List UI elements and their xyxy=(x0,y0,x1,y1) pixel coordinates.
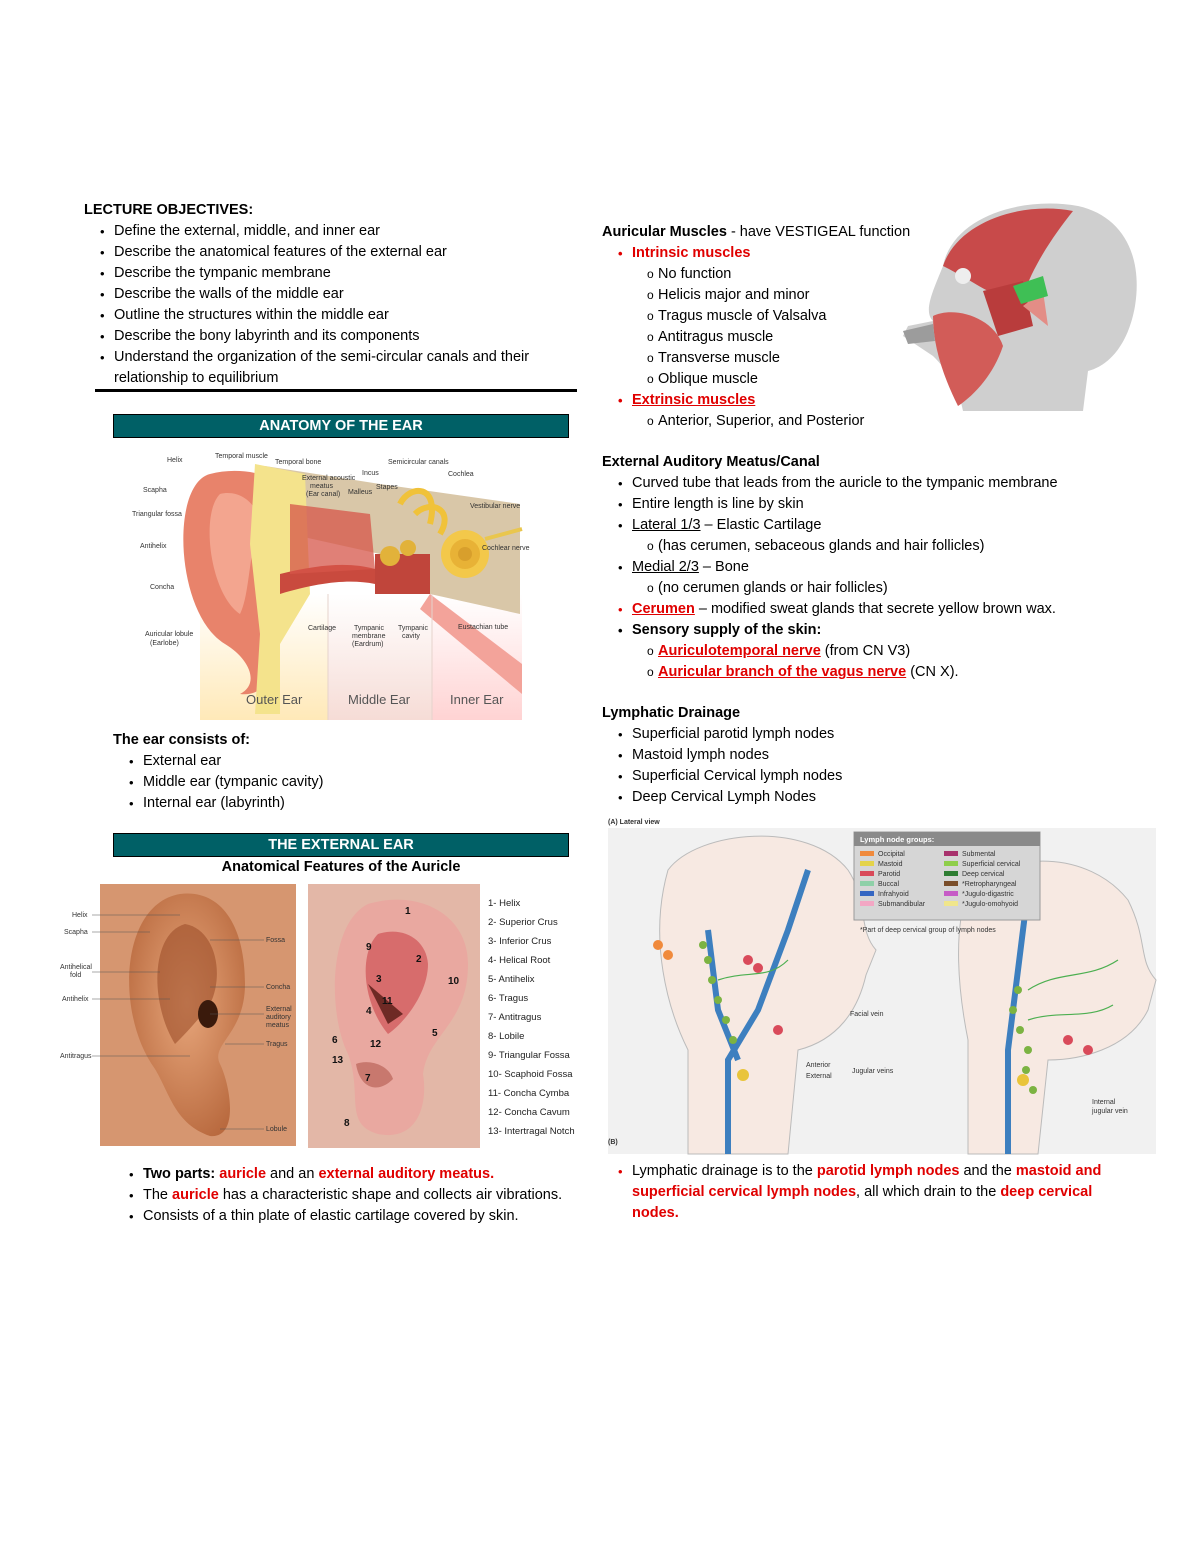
figure-label: (Ear canal) xyxy=(306,491,341,498)
list-item: • Describe the bony labyrinth and its components xyxy=(84,326,580,347)
figure-label: Antihelix xyxy=(140,543,167,550)
list-item xyxy=(602,599,1162,620)
legend-item: 9- Triangular Fossa xyxy=(488,1050,570,1061)
figure-label: Semicircular canals xyxy=(388,459,449,466)
figure-label: Cartilage xyxy=(308,625,337,632)
list-item: • Deep Cervical Lymph Nodes xyxy=(602,787,1162,808)
list-item: • Describe the anatomical features of the external ear xyxy=(84,242,580,263)
list-item: • Curved tube that leads from the auricle to the tympanic membrane xyxy=(602,473,1162,494)
legend-item: Infrahyoid xyxy=(878,891,909,898)
ear-consists-section xyxy=(113,730,563,814)
drainage-list xyxy=(602,1161,1142,1224)
body-text: – modified sweat glands that secrete yellow brown wax. xyxy=(694,601,1056,617)
figure-label: (B) xyxy=(608,1139,618,1146)
objectives-section xyxy=(84,200,580,389)
ear-anatomy-illustration xyxy=(130,444,530,720)
number-marker: 1 xyxy=(405,906,411,917)
extrinsic-list xyxy=(602,411,1162,432)
figure-label: Auricular lobule xyxy=(145,631,194,638)
list-item xyxy=(602,557,1162,578)
legend-item: Deep cervical xyxy=(962,871,1005,878)
list-item: o Transverse muscle xyxy=(602,348,1162,369)
underline-text: Medial 2/3 xyxy=(632,559,699,575)
eam-list xyxy=(602,599,1162,641)
eam-heading: External Auditory Meatus/Canal xyxy=(602,454,820,470)
nerve-sublist xyxy=(602,641,1162,683)
list-item: • External ear xyxy=(113,751,563,772)
auricle-photo-illustration xyxy=(308,884,480,1148)
emphasis-text: auricle xyxy=(219,1166,267,1182)
legend-item: 3- Inferior Crus xyxy=(488,936,552,947)
figure-label: Jugular veins xyxy=(852,1068,894,1075)
list-item xyxy=(602,1161,1142,1224)
list-item: • Superficial Cervical lymph nodes xyxy=(602,766,1162,787)
legend-item: 8- Lobile xyxy=(488,1031,525,1042)
bold-text: Auricular Muscles xyxy=(602,224,727,240)
body-text: – Bone xyxy=(698,559,749,575)
emphasis-text: Cerumen xyxy=(632,601,695,617)
list-item: • Intrinsic muscles xyxy=(602,243,1162,264)
emphasis-text: auricle xyxy=(172,1187,219,1203)
emphasis-text: parotid lymph nodes xyxy=(816,1163,960,1179)
auricle-legend xyxy=(486,896,586,1144)
list-item: • Consists of a thin plate of elastic cartilage covered by skin. xyxy=(113,1206,563,1227)
eam-sublist xyxy=(602,536,1162,557)
figure-label: Triangular fossa xyxy=(132,511,182,518)
section-divider xyxy=(95,389,577,392)
eam-list xyxy=(602,557,1162,578)
legend-item: *Retropharyngeal xyxy=(962,881,1017,888)
legend-item: *Jugulo-omohyoid xyxy=(962,901,1019,908)
list-item xyxy=(602,641,1162,662)
list-item: o Oblique muscle xyxy=(602,369,1162,390)
legend-item: Buccal xyxy=(878,881,900,888)
figure-label: Cochlea xyxy=(448,471,474,478)
figure-label: Anterior xyxy=(806,1062,831,1069)
legend-title: Lymph node groups: xyxy=(860,835,935,844)
eam-section xyxy=(602,452,1162,683)
lymph-heading: Lymphatic Drainage xyxy=(602,705,741,721)
figure-label: External acoustic xyxy=(302,475,356,482)
section-label: Outer Ear xyxy=(246,692,303,707)
legend-item: 10- Scaphoid Fossa xyxy=(488,1069,573,1080)
figure-label: Concha xyxy=(150,584,175,591)
legend-item: Occipital xyxy=(878,851,905,858)
figure-label: Temporal muscle xyxy=(215,453,268,460)
number-marker: 4 xyxy=(366,1006,372,1017)
figure-label: (Eardrum) xyxy=(352,641,384,648)
legend-item: 12- Concha Cavum xyxy=(488,1107,570,1118)
figure-label: Temporal bone xyxy=(275,459,322,466)
list-item: o Helicis major and minor xyxy=(602,285,1162,306)
auricle-label: Antihelix xyxy=(62,996,89,1003)
list-item: • Extrinsic muscles xyxy=(602,390,1162,411)
figure-label: (A) Lateral view xyxy=(608,819,660,826)
list-item xyxy=(113,1164,563,1185)
auricle-label: Concha xyxy=(266,984,291,991)
list-item: o Tragus muscle of Valsalva xyxy=(602,306,1162,327)
body-text: has a characteristic shape and collects air vibrations. xyxy=(222,1187,563,1203)
body-text: - have VESTIGEAL function xyxy=(726,224,911,240)
number-marker: 12 xyxy=(370,1039,382,1050)
legend-item: 1- Helix xyxy=(488,898,521,909)
auricle-illustration xyxy=(60,884,296,1146)
list-item: • Internal ear (labyrinth) xyxy=(113,793,563,814)
legend-item: Submental xyxy=(962,851,996,858)
figure-label: Vestibular nerve xyxy=(470,503,521,510)
number-marker: 8 xyxy=(344,1118,350,1129)
figure-label: Scapha xyxy=(143,487,167,494)
body-text: The xyxy=(143,1187,168,1203)
head-muscles-figure xyxy=(903,196,1141,414)
section-label: Inner Ear xyxy=(450,692,504,707)
lymph-list xyxy=(602,724,1162,808)
auricle-label: Scapha xyxy=(64,929,88,936)
number-marker: 9 xyxy=(366,942,372,953)
legend-item: 5- Antihelix xyxy=(488,974,535,985)
consists-list xyxy=(113,751,563,814)
list-item: o (no cerumen glands or hair follicles) xyxy=(602,578,1162,599)
auricle-numbered-photo xyxy=(308,884,480,1148)
emphasis-text: mastoid and superficial cervical lymph nodes xyxy=(632,1163,1102,1200)
list-item: • Define the external, middle, and inner ear xyxy=(84,221,580,242)
legend-item: Mastoid xyxy=(878,861,903,868)
ear-anatomy-figure xyxy=(130,444,530,720)
figure-label: Malleus xyxy=(348,489,373,496)
figure-label: Eustachian tube xyxy=(458,624,509,631)
auricle-label: Tragus xyxy=(266,1041,288,1048)
number-marker: 11 xyxy=(382,996,393,1007)
auricle-label: Helix xyxy=(72,912,88,919)
auricle-legend-list xyxy=(486,896,586,1144)
figure-label: Tympanic xyxy=(398,625,428,632)
eam-list xyxy=(602,473,1162,536)
auricle-notes xyxy=(113,1164,563,1227)
legend-item: Superficial cervical xyxy=(962,861,1021,868)
figure-label: Stapes xyxy=(376,484,398,491)
list-item: • Understand the organization of the semi-circular canals and their relationship to equilibrium xyxy=(84,347,580,389)
figure-label: External xyxy=(806,1073,832,1080)
figure-label: Cochlear nerve xyxy=(482,545,530,552)
lymph-section xyxy=(602,703,1162,808)
legend-item: 13- Intertragal Notch xyxy=(488,1126,575,1137)
emphasis-text: external auditory meatus. xyxy=(318,1166,495,1182)
objectives-list xyxy=(84,221,580,389)
figure-label: cavity xyxy=(402,633,420,640)
number-marker: 5 xyxy=(432,1028,438,1039)
figure-label: membrane xyxy=(352,633,386,640)
auricle-label: Fossa xyxy=(266,937,286,944)
emphasis-text: Auricular branch of the vagus nerve xyxy=(658,664,907,680)
list-item: • Middle ear (tympanic cavity) xyxy=(113,772,563,793)
number-marker: 13 xyxy=(332,1055,344,1066)
auricle-subheading: Anatomical Features of the Auricle xyxy=(221,859,461,875)
auricle-label: Antitragus xyxy=(60,1053,92,1060)
body-text: (from CN V3) xyxy=(820,643,911,659)
number-marker: 7 xyxy=(365,1073,371,1084)
auricle-label: Antihelical xyxy=(60,964,92,971)
anatomy-bar: ANATOMY OF THE EAR xyxy=(113,414,569,438)
list-item: • Outline the structures within the middle ear xyxy=(84,305,580,326)
list-item: • Superficial parotid lymph nodes xyxy=(602,724,1162,745)
body-text: – Elastic Cartilage xyxy=(700,517,822,533)
list-item xyxy=(602,662,1162,683)
list-item: • Mastoid lymph nodes xyxy=(602,745,1162,766)
lymph-figure xyxy=(608,810,1156,1154)
bold-text: Two parts: xyxy=(143,1166,216,1182)
objectives-heading: LECTURE OBJECTIVES: xyxy=(84,202,254,218)
external-ear-bar: THE EXTERNAL EAR xyxy=(113,833,569,857)
figure-label: Incus xyxy=(362,470,379,477)
list-item xyxy=(113,1185,563,1206)
list-item: • Sensory supply of the skin: xyxy=(602,620,1162,641)
legend-item: 2- Superior Crus xyxy=(488,917,558,928)
body-text: Lymphatic drainage is to the xyxy=(632,1163,813,1179)
auricle-notes-list xyxy=(113,1164,563,1227)
figure-label: meatus xyxy=(310,483,333,490)
figure-label: jugular vein xyxy=(1092,1108,1128,1115)
legend-item: Submandibular xyxy=(878,901,926,908)
list-item: o Anterior, Superior, and Posterior xyxy=(602,411,1162,432)
list-item: o Antitragus muscle xyxy=(602,327,1162,348)
auricle-label: auditory xyxy=(266,1014,291,1021)
legend-item: 4- Helical Root xyxy=(488,955,551,966)
legend-item: *Jugulo-digastric xyxy=(962,891,1014,898)
body-text: , all which drain to the xyxy=(856,1184,997,1200)
figure-label: Tympanic xyxy=(354,625,384,632)
lymph-drainage-note xyxy=(602,1161,1142,1224)
legend-item: 7- Antitragus xyxy=(488,1012,542,1023)
consists-heading: The ear consists of: xyxy=(113,732,250,748)
body-text: and the xyxy=(963,1163,1012,1179)
section-label: Middle Ear xyxy=(348,692,411,707)
figure-label: Facial vein xyxy=(850,1011,884,1018)
list-item: o (has cerumen, sebaceous glands and hair follicles) xyxy=(602,536,1162,557)
figure-label: Helix xyxy=(167,457,183,464)
number-marker: 10 xyxy=(448,976,460,987)
legend-item: 6- Tragus xyxy=(488,993,529,1004)
number-marker: 2 xyxy=(416,954,422,965)
legend-item: 11- Concha Cymba xyxy=(488,1088,570,1099)
auricle-label: meatus xyxy=(266,1022,289,1029)
underline-text: Lateral 1/3 xyxy=(632,517,701,533)
list-item: o No function xyxy=(602,264,1162,285)
list-item: • Describe the walls of the middle ear xyxy=(84,284,580,305)
emphasis-text: Auriculotemporal nerve xyxy=(658,643,821,659)
legend-item: Parotid xyxy=(878,871,901,878)
number-marker: 3 xyxy=(376,974,382,985)
eam-sublist xyxy=(602,578,1162,599)
auricle-label: fold xyxy=(70,972,82,979)
figure-label: Internal xyxy=(1092,1099,1116,1106)
list-item xyxy=(602,515,1162,536)
emphasis-text: deep cervical nodes. xyxy=(632,1184,1093,1221)
list-item: • Describe the tympanic membrane xyxy=(84,263,580,284)
head-muscles-illustration xyxy=(903,196,1141,414)
auricle-labelled-figure xyxy=(60,884,296,1146)
figure-label: (Earlobe) xyxy=(150,640,179,647)
lymph-illustration xyxy=(608,810,1156,1154)
list-item: • Entire length is line by skin xyxy=(602,494,1162,515)
figure-note: *Part of deep cervical group of lymph nodes xyxy=(860,927,996,934)
auricle-label: Lobule xyxy=(266,1126,288,1133)
body-text: and an xyxy=(270,1166,315,1182)
auricle-label: External xyxy=(266,1006,292,1013)
body-text: (CN X). xyxy=(906,664,959,680)
number-marker: 6 xyxy=(332,1035,338,1046)
